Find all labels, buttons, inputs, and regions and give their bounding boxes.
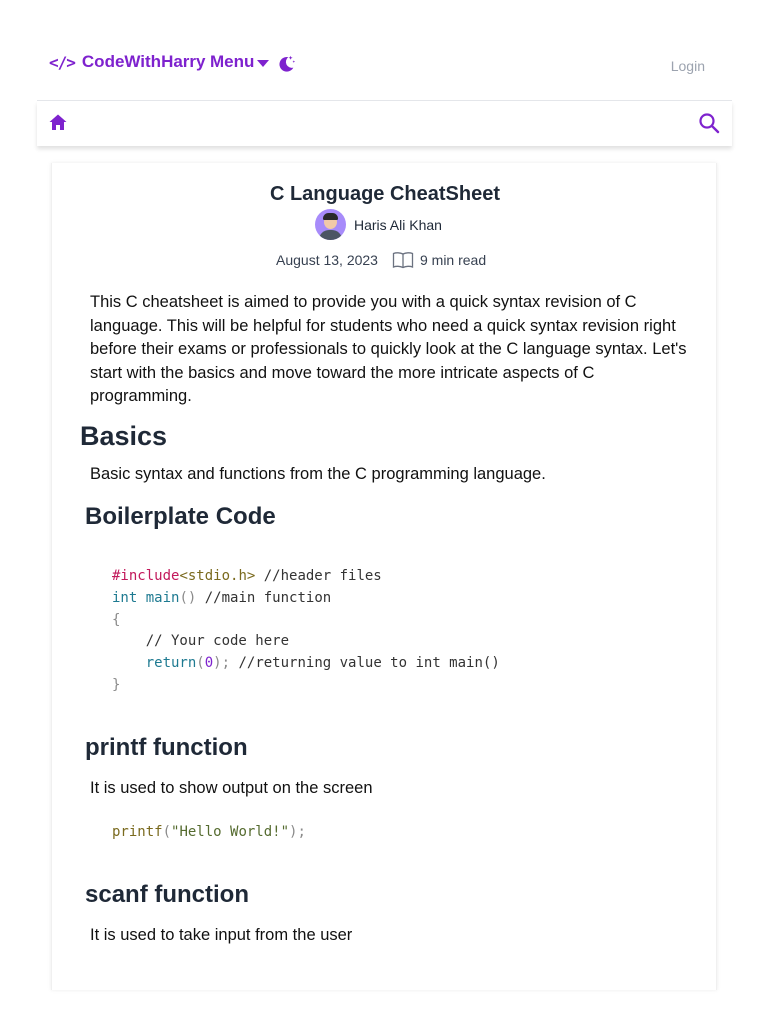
section-heading-scanf: scanf function — [85, 881, 250, 908]
code-brackets-icon: </> — [49, 52, 75, 72]
read-time: 9 min read — [419, 252, 487, 268]
home-icon[interactable] — [48, 113, 68, 133]
top-navbar — [37, 30, 732, 101]
section-text-printf: It is used to show output on the screen — [90, 779, 373, 797]
brand-link[interactable] — [49, 52, 206, 72]
search-icon[interactable] — [698, 112, 720, 134]
moon-stars-icon[interactable] — [275, 53, 297, 75]
code-line: return(0); //returning value to int main() — [145, 655, 500, 672]
code-line: printf("Hello World!"); — [112, 824, 306, 840]
chevron-down-icon — [257, 60, 269, 67]
article-meta — [276, 251, 486, 269]
code-line: // Your code here — [112, 633, 290, 650]
code-line: #include<stdio.h> //header files — [112, 568, 382, 584]
publish-date: August 13, 2023 — [276, 252, 378, 268]
code-line: } — [112, 676, 121, 693]
code-block-boilerplate — [112, 566, 500, 697]
section-heading-boilerplate: Boilerplate Code — [85, 503, 276, 530]
menu-dropdown[interactable] — [210, 52, 269, 72]
code-block-printf — [112, 822, 306, 844]
section-heading-printf: printf function — [85, 734, 248, 761]
code-line: int main() //main function — [112, 589, 332, 606]
author-name[interactable]: Haris Ali Khan — [354, 216, 442, 233]
code-line: { — [112, 611, 121, 628]
login-link[interactable]: Login — [670, 58, 705, 74]
secondary-navbar — [37, 101, 732, 146]
menu-label: Menu — [210, 52, 255, 71]
intro-paragraph: This C cheatsheet is aimed to provide you with a quick syntax revision of C language. This will be helpful for students who need a quick syntax revision right before their exams or professionals to quickly look at the C language syntax. Let's start with the basics and move toward the more intricate aspects of C programming. — [90, 293, 687, 406]
article-card — [51, 163, 717, 990]
section-heading-basics: Basics — [80, 421, 168, 451]
section-text-scanf: It is used to take input from the user — [90, 926, 353, 944]
author-info — [315, 209, 442, 240]
avatar[interactable] — [315, 209, 346, 240]
brand-name: CodeWithHarry — [81, 52, 206, 71]
open-book-icon — [392, 251, 414, 269]
article-title: C Language CheatSheet — [269, 183, 501, 205]
section-text-basics: Basic syntax and functions from the C programming language. — [90, 465, 546, 483]
